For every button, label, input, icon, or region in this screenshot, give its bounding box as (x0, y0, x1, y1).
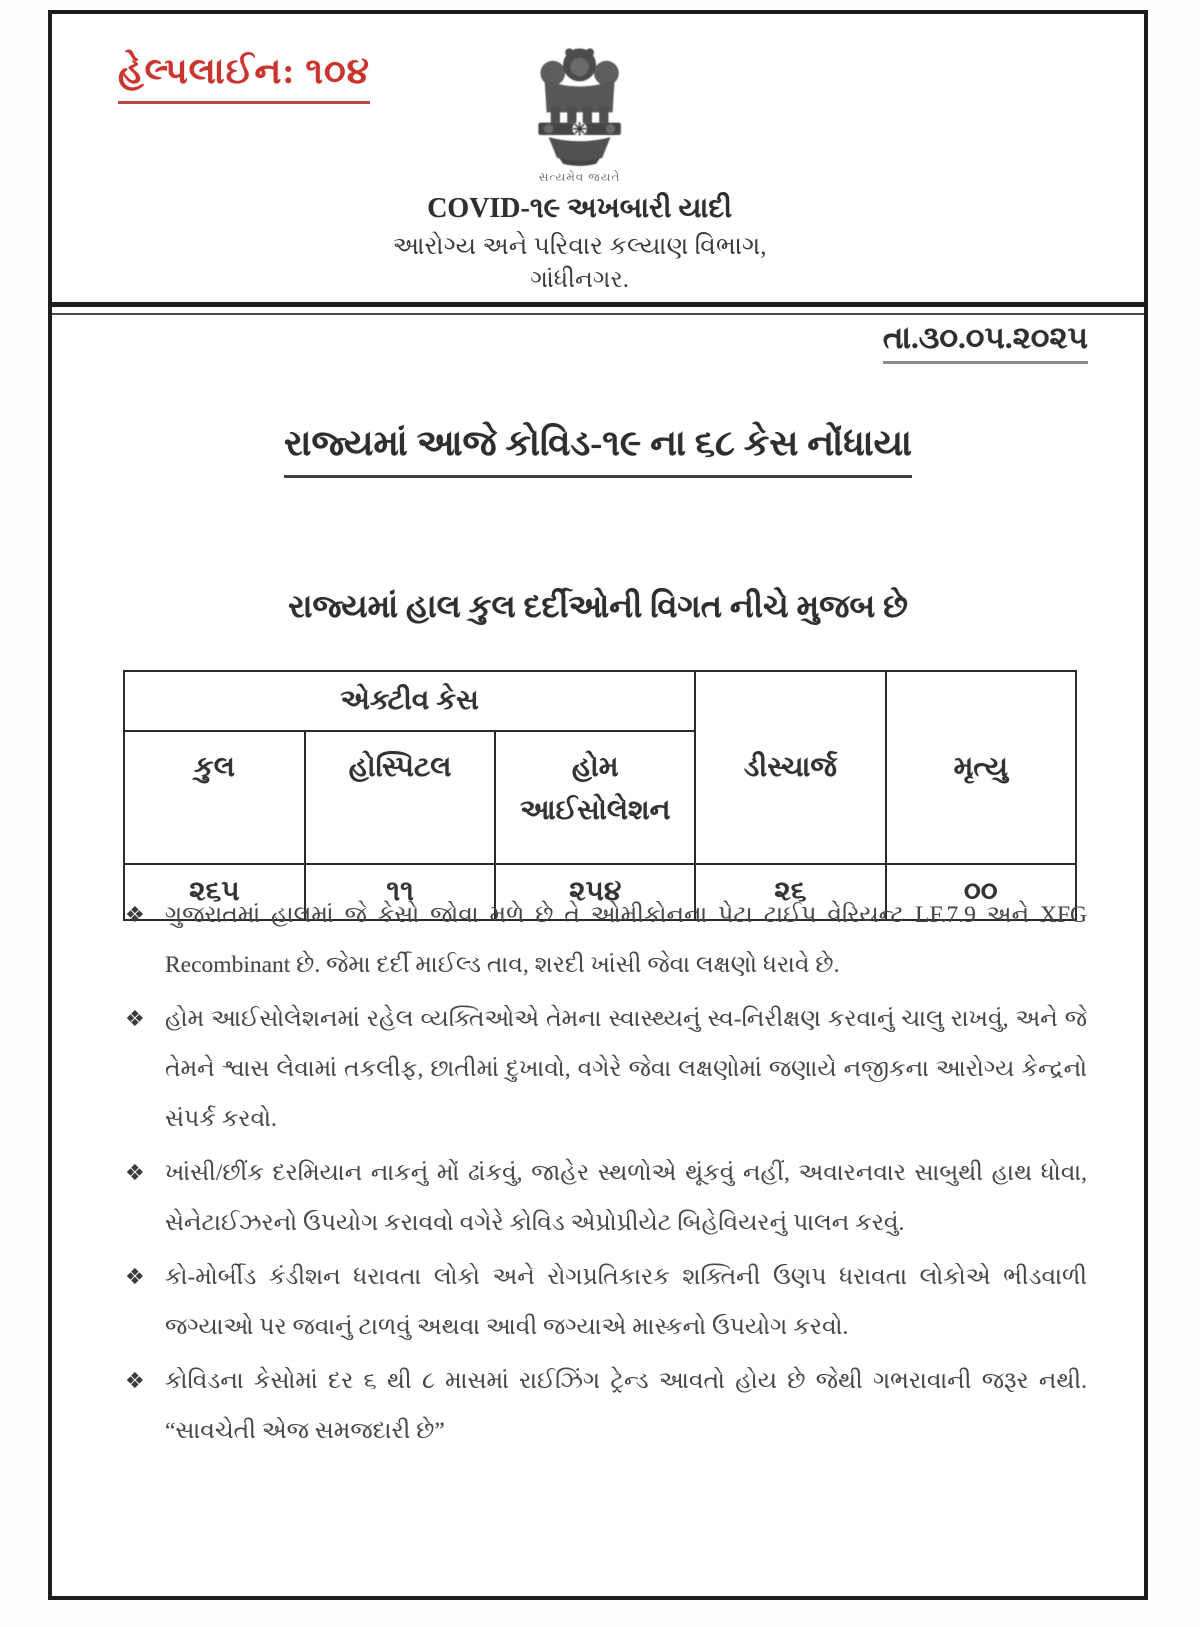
bullet-text: હોમ આઈસોલેશનમાં રહેલ વ્યક્તિઓએ તેમના સ્વાસ્થ્યનું સ્વ-નિરીક્ષણ કરવાનું ચાલુ રાખવું, અને જે તેમને શ્વાસ લેવામાં તકલીફ, છાતીમાં દુખાવો, વગેરે જેવા લક્ષણોમાં જણાયે નજીકના આરોગ્ય કેન્દ્રનો સંપર્ક કરવો. (165, 1006, 1087, 1132)
advisory-bullet-list (123, 890, 1087, 1460)
bullet-diamond-icon: ❖ (125, 1368, 145, 1393)
covid-stats-table (123, 670, 1077, 921)
home-isolation-value: ૨૫૪ (495, 864, 695, 920)
table-group-row (124, 671, 1076, 731)
bullet-text: ખાંસી/છીંક દરમિયાન નાકનું મોં ઢાંકવું, જાહેર સ્થળોએ થૂંકવું નહીં, અવારનવાર સાબુથી હાથ ધોવા, સેનેટાઈઝરનો ઉપયોગ કરાવવો વગેરે કોવિડ એપ્રોપ્રીયેટ બિહેવિયરનું પાલન કરવું. (165, 1160, 1087, 1236)
emblem-motto: સત્યમેવ જયતે (538, 170, 621, 184)
department-name: આરોગ્ય અને પરિવાર કલ્યાણ વિભાગ, (392, 233, 767, 260)
bullet-diamond-icon: ❖ (125, 1160, 145, 1185)
headline-row (52, 422, 1144, 478)
active-cases-group-header: એક્ટીવ કેસ (124, 671, 695, 731)
press-note-title: COVID-૧૯ અખબારી યાદી (427, 193, 732, 224)
home-isolation-column-header: હોમ આઈસોલેશન (495, 731, 695, 864)
bullet-text: કો-મોર્બીડ કંડીશન ધરાવતા લોકો અને રોગપ્રતિકારક શક્તિની ઉણપ ધરાવતા લોકોએ ભીડવાળી જગ્યાઓ પર જવાનું ટાળવું અથવા આવી જગ્યાએ માસ્કનો ઉપયોગ કરવો. (165, 1264, 1087, 1340)
bullet-text: કોવિડના કેસોમાં દર ૬ થી ૮ માસમાં રાઈઝિંગ ટ્રેન્ડ આવતો હોય છે જેથી ગભરાવાની જરૂર નથી. “સાવચેતી એજ સમજદારી છે” (165, 1368, 1087, 1444)
bullet-item-comorbid-advice (123, 1252, 1087, 1352)
discharge-column-header: ડીસ્ચાર્જ (695, 671, 885, 864)
ashoka-emblem-icon (528, 36, 632, 168)
bullet-item-trend-note (123, 1356, 1087, 1456)
bullet-diamond-icon: ❖ (125, 902, 145, 927)
bullet-item-hygiene-advice (123, 1148, 1087, 1248)
headline: રાજ્યમાં આજે કોવિડ-૧૯ ના ૬૮ કેસ નોંધાયા (284, 422, 912, 478)
release-date: તા.૩૦.૦૫.૨૦૨૫ (883, 320, 1088, 364)
helpline-number: હેલ્પલાઈન: ૧૦૪ (118, 50, 370, 104)
hospital-column-header: હોસ્પિટલ (305, 731, 495, 864)
bullet-diamond-icon: ❖ (125, 1006, 145, 1031)
letterhead (350, 36, 810, 294)
document-sheet (48, 10, 1148, 1600)
bullet-diamond-icon: ❖ (125, 1264, 145, 1289)
bullet-text: ગુજરાતમાં હાલમાં જે કેસો જોવા મળે છે તે ઓમીકોનના પેટા ટાઈપ વેરિયન્ટ LF.7.9 અને XFG Recombinant છે. જેમા દર્દી માઈલ્ડ તાવ, શરદી ખાંસી જેવા લક્ષણો ધરાવે છે. (165, 902, 1087, 978)
death-column-header: મૃત્યુ (886, 671, 1076, 864)
bullet-item-home-isolation-advice (123, 994, 1087, 1144)
subheading-row (52, 588, 1144, 626)
bullet-item-variant-info (123, 890, 1087, 990)
city-name: ગાંધીનગર. (530, 267, 629, 293)
total-active-value: ૨૬૫ (124, 864, 305, 920)
total-column-header: કુલ (124, 731, 305, 864)
header-divider (52, 302, 1144, 315)
subheading: રાજ્યમાં હાલ કુલ દર્દીઓની વિગત નીચે મુજબ છે (288, 588, 908, 624)
hospital-value: ૧૧ (305, 864, 495, 920)
death-value: ૦૦ (886, 864, 1076, 920)
discharge-value: ૨૬ (695, 864, 885, 920)
